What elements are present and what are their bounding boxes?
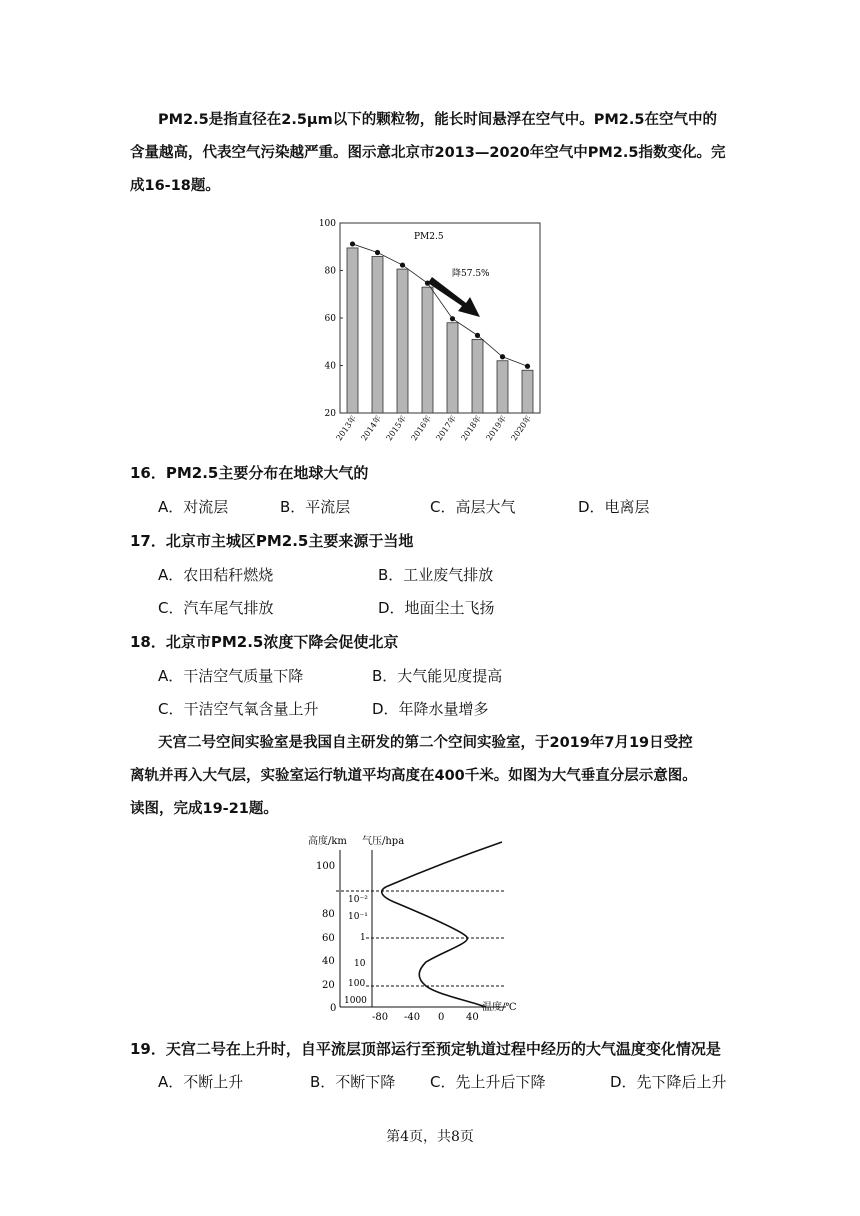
bar (397, 269, 408, 413)
pressure-axis-label: 气压/hpa (362, 836, 405, 847)
temperature-tick: 40 (466, 1012, 479, 1020)
q19-option-b[interactable]: B．不断下降 (310, 1073, 396, 1091)
trend-point (375, 250, 380, 255)
q18-option-b[interactable]: B．大气能见度提高 (372, 667, 503, 685)
trend-point (525, 364, 530, 369)
intro-line: 离轨并再入大气层，实验室运行轨道平均高度在400千米。如图为大气垂直分层示意图。 (130, 768, 697, 784)
q16-option-a[interactable]: A．对流层 (158, 498, 229, 516)
intro-line: 成16-18题。 (130, 178, 220, 194)
bar (372, 256, 383, 413)
bar (422, 287, 433, 413)
q19-option-a[interactable]: A．不断上升 (158, 1073, 244, 1091)
x-tick-label: 2013年 (334, 413, 359, 443)
trend-point (475, 333, 480, 338)
question-16-stem: 16．PM2.5主要分布在地球大气的 (130, 464, 369, 482)
y-axis (319, 219, 343, 419)
x-tick-label: 2014年 (359, 413, 384, 443)
bar (522, 370, 533, 413)
pressure-tick: 1000 (344, 996, 367, 1006)
q17-option-c[interactable]: C．汽车尾气排放 (158, 599, 274, 617)
q17-option-d[interactable]: D．地面尘土飞扬 (378, 599, 495, 617)
height-axis-label: 高度/km (308, 836, 347, 847)
y-tick-label: 100 (318, 219, 336, 229)
intro-line: 含量越高，代表空气污染越严重。图示意北京市2013—2020年空气中PM2.5指数变化。完 (130, 145, 726, 161)
temperature-tick: 0 (438, 1012, 445, 1020)
q18-option-a[interactable]: A．干洁空气质量下降 (158, 667, 304, 685)
bar (472, 339, 483, 413)
pressure-tick: 10⁻² (348, 895, 368, 905)
q17-option-a[interactable]: A．农田秸秆燃烧 (158, 566, 274, 584)
q18-option-c[interactable]: C．干洁空气氧含量上升 (158, 700, 319, 718)
bar (447, 323, 458, 413)
intro-line: PM2.5是指直径在2.5μm以下的颗粒物，能长时间悬浮在空气中。PM2.5在空气中的 (158, 112, 717, 128)
question-19-stem: 19．天宫二号在上升时，自平流层顶部运行至预定轨道过程中经历的大气温度变化情况是 (130, 1040, 721, 1058)
trend-point (450, 316, 455, 321)
temperature-tick: -40 (404, 1012, 421, 1020)
pressure-tick: 10⁻¹ (348, 912, 368, 922)
x-axis-labels (334, 413, 533, 442)
pressure-tick: 1 (360, 933, 366, 943)
intro-line: 天宫二号空间实验室是我国自主研发的第二个空间实验室，于2019年7月19日受控 (158, 735, 693, 751)
y-tick-label: 60 (324, 314, 336, 324)
bar (347, 248, 358, 413)
q16-option-b[interactable]: B．平流层 (280, 498, 351, 516)
x-tick-label: 2015年 (384, 413, 409, 443)
height-tick: 100 (316, 861, 336, 872)
pm25-chart (310, 215, 570, 455)
q19-option-d[interactable]: D．先下降后上升 (610, 1073, 727, 1091)
y-tick-label: 40 (324, 361, 336, 372)
height-tick: 40 (322, 956, 335, 967)
trend-point (400, 262, 405, 267)
x-tick-label: 2018年 (459, 413, 484, 443)
q16-option-d[interactable]: D．电离层 (578, 498, 650, 516)
q19-option-c[interactable]: C．先上升后下降 (430, 1073, 546, 1091)
decline-arrow (428, 277, 480, 317)
q16-option-c[interactable]: C．高层大气 (430, 498, 516, 516)
decline-annotation: 降57.5% (452, 269, 490, 279)
temperature-curve (382, 842, 502, 1007)
x-tick-label: 2019年 (484, 413, 509, 443)
trend-point (500, 354, 505, 359)
y-tick-label: 80 (324, 266, 336, 277)
pressure-tick: 10 (354, 959, 366, 969)
height-tick: 60 (322, 933, 335, 944)
intro-line: 读图，完成19-21题。 (130, 801, 278, 817)
temperature-axis-label: 温度/℃ (482, 1002, 517, 1013)
bar (497, 361, 508, 413)
x-tick-label: 2020年 (509, 413, 534, 443)
x-tick-label: 2016年 (409, 413, 434, 443)
q17-option-b[interactable]: B．工业废气排放 (378, 566, 494, 584)
atmosphere-diagram (306, 830, 526, 1020)
height-tick: 20 (322, 980, 335, 991)
q18-option-d[interactable]: D．年降水量增多 (372, 700, 489, 718)
trend-point (350, 241, 355, 246)
page-footer: 第4页，共8页 (386, 1129, 474, 1145)
question-17-stem: 17．北京市主城区PM2.5主要来源于当地 (130, 532, 414, 550)
height-tick: 0 (330, 1003, 337, 1014)
x-tick-label: 2017年 (434, 413, 459, 443)
question-18-stem: 18．北京市PM2.5浓度下降会促使北京 (130, 633, 399, 651)
temperature-tick: -80 (372, 1012, 389, 1020)
intro-paragraph-1 (130, 104, 730, 203)
height-tick: 80 (322, 909, 335, 920)
intro-paragraph-2 (130, 727, 730, 826)
y-tick-label: 20 (324, 409, 336, 419)
chart-title: PM2.5 (414, 232, 444, 242)
chart-frame (340, 223, 540, 413)
pressure-tick: 100 (348, 979, 366, 989)
bars (347, 248, 533, 413)
